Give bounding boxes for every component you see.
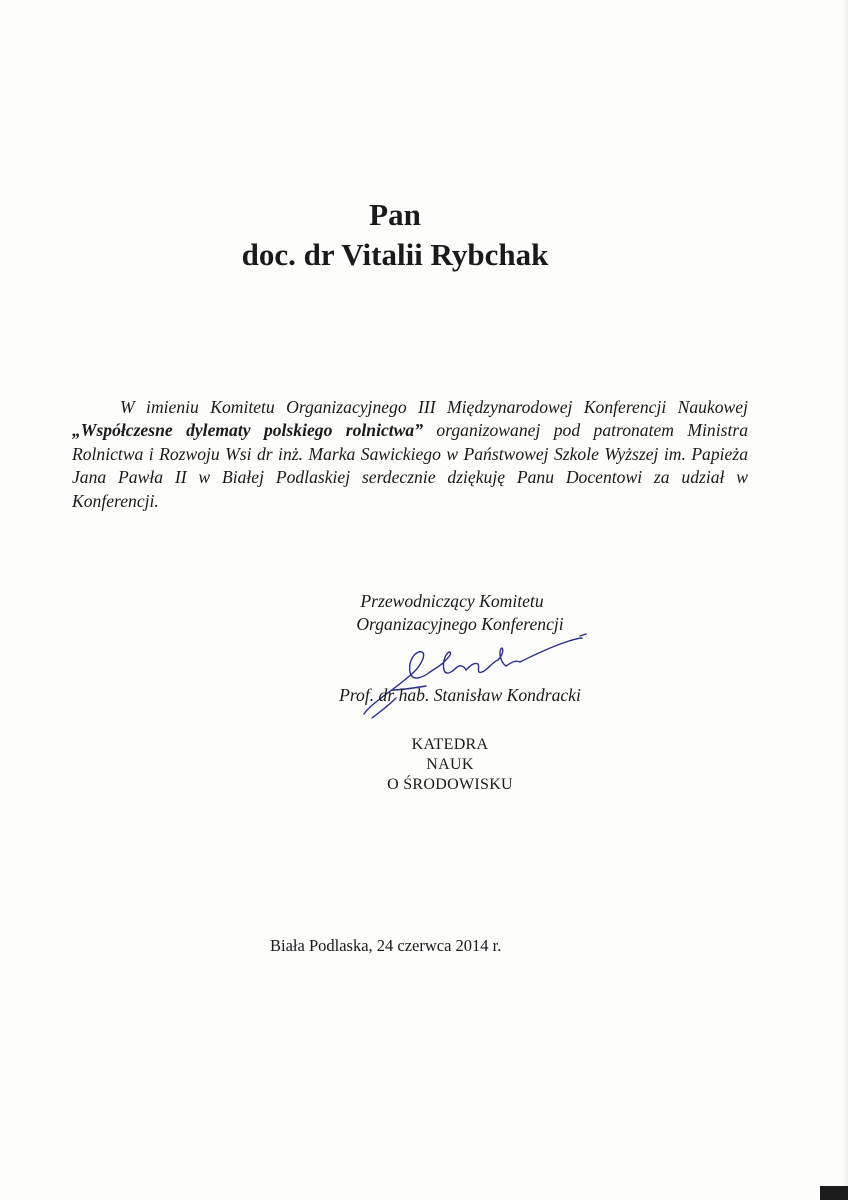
signatory-role-line1: Przewodniczący Komitetu [360, 591, 544, 611]
conference-name: „Współczesne dylematy polskiego rolnictwa” [72, 420, 423, 441]
addressee-name: doc. dr Vitalii Rybchak [241, 237, 549, 272]
signatory-role-line2: Organizacyjnego Konferencji [356, 614, 564, 634]
handwritten-signature [352, 632, 592, 722]
body-part-1: W imieniu Komitetu Organizacyjnego III Międzynarodowej Konferencji Naukowej [120, 397, 748, 417]
scan-corner-mark [820, 1186, 848, 1200]
letter-body [72, 396, 748, 513]
place-and-date: Biała Podlaska, 24 czerwca 2014 r. [270, 936, 502, 955]
department-line1: KATEDRA [411, 736, 489, 753]
addressee-title: Pan [369, 197, 421, 232]
scan-edge-shadow [842, 0, 848, 1200]
signatory-name: Prof. dr hab. Stanisław Kondracki [339, 685, 581, 705]
department-line2: NAUK [426, 756, 474, 773]
department-line3: O ŚRODOWISKU [387, 776, 513, 793]
body-part-2: organizowanej pod patronatem Ministra Rolnictwa i Rozwoju Wsi dr inż. Marka Sawickiego w Państwowej Szkole Wyższej im. Papieża Jana Pawła II w Białej Podlaskiej serdecznie dziękuję Panu Docentowi za udział w Konferencji. [72, 420, 748, 511]
